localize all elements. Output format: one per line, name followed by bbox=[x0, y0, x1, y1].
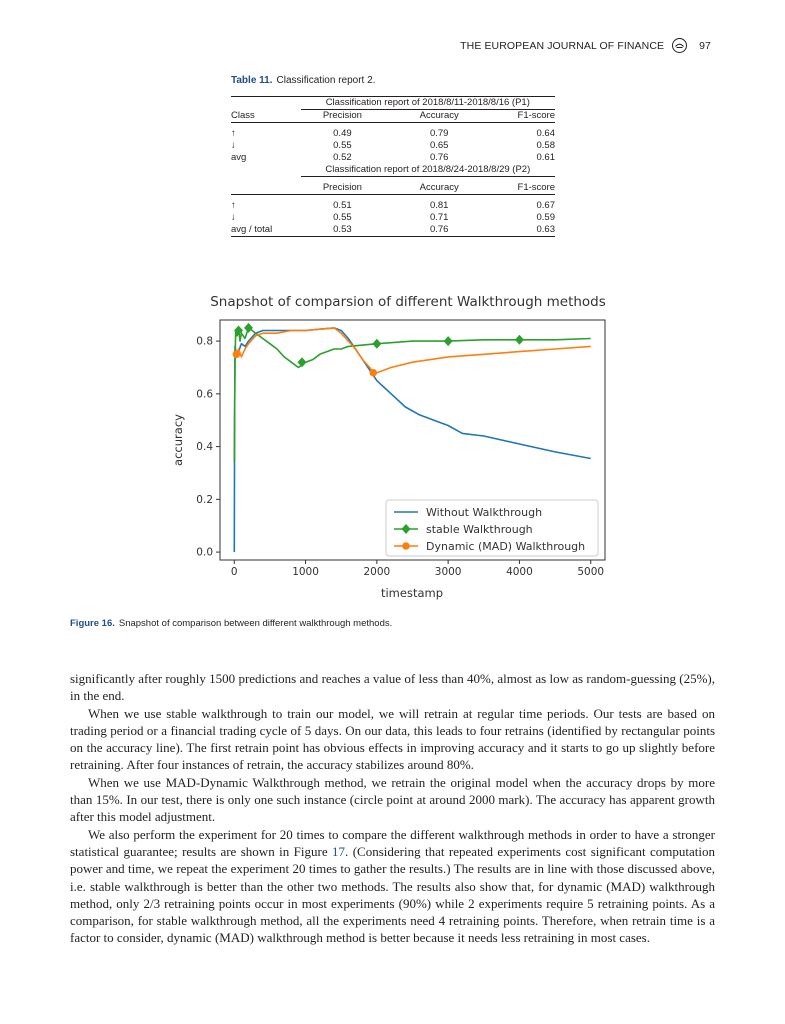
p2-title: Classification report of 2018/8/24-2018/8/29 (P2) bbox=[301, 164, 555, 177]
paragraph: significantly after roughly 1500 predictions and reaches a value of less than 40%, almost as low as random-guessing (25%), in the end. bbox=[70, 671, 715, 704]
x-tick-label: 3000 bbox=[434, 566, 462, 578]
journal-name: THE EUROPEAN JOURNAL OF FINANCE bbox=[460, 39, 665, 52]
table-cell: ↓ bbox=[231, 212, 236, 223]
figure-reference-link[interactable]: 17 bbox=[332, 843, 346, 859]
table-cell: 0.76 bbox=[429, 152, 449, 163]
column-header: F1-score bbox=[494, 182, 555, 195]
y-tick-label: 0.4 bbox=[196, 441, 213, 454]
chart-legend bbox=[386, 500, 598, 556]
x-tick-label: 2000 bbox=[363, 566, 391, 578]
table-cell: avg bbox=[231, 152, 247, 163]
paragraph-text: We also perform the experiment for 20 times to compare the different walkthrough methods in order to have a stronger statistical guarantee; results are shown in Figure bbox=[70, 826, 715, 859]
walkthrough-comparison-chart bbox=[160, 290, 630, 608]
figure-caption bbox=[70, 618, 392, 629]
paragraph: When we use stable walkthrough to train our model, we will retrain at regular time periods. Our tests are based on trading period or a financial trading cycle of 5 days. On our data, this leads to four retrains (identified by rectangular points on the accuracy line). The first retrain point has obvious effects in improving accuracy and it starts to go up slightly before retraining. After four instances of retrain, the accuracy stabilizes around 80%. bbox=[70, 705, 715, 773]
table-row bbox=[231, 128, 555, 140]
table-cell: 0.55 bbox=[333, 212, 352, 223]
table-row bbox=[231, 200, 555, 212]
page-number: 97 bbox=[699, 39, 711, 52]
column-header: Accuracy bbox=[384, 182, 494, 195]
journal-logo-icon bbox=[672, 38, 687, 53]
p1-title-row bbox=[231, 97, 555, 110]
legend-marker-circle bbox=[402, 542, 410, 550]
figure-label: Figure 16. bbox=[70, 618, 115, 629]
x-tick-label: 5000 bbox=[577, 566, 605, 578]
x-tick-label: 4000 bbox=[506, 566, 533, 578]
retrain-point-circle bbox=[233, 350, 241, 358]
table-caption bbox=[231, 75, 375, 86]
table-cell: 0.64 bbox=[536, 128, 555, 139]
p1-header-row bbox=[231, 110, 555, 123]
table-cell: 0.81 bbox=[429, 200, 449, 211]
table-row bbox=[231, 152, 555, 164]
column-header: Precision bbox=[301, 110, 385, 123]
table-row bbox=[231, 212, 555, 224]
table-cell: ↑ bbox=[231, 200, 236, 211]
body-text bbox=[70, 670, 715, 947]
y-axis-label: accuracy bbox=[171, 414, 185, 466]
table-cell: 0.49 bbox=[333, 128, 352, 139]
table-cell: 0.76 bbox=[384, 224, 494, 237]
table-cell: avg / total bbox=[231, 224, 301, 237]
legend-label: stable Walkthrough bbox=[426, 523, 533, 536]
table-cell: 0.71 bbox=[429, 212, 449, 223]
column-header: F1-score bbox=[494, 110, 555, 123]
p1-title: Classification report of 2018/8/11-2018/8/16 (P1) bbox=[301, 97, 555, 110]
table-cell: 0.53 bbox=[301, 224, 385, 237]
column-header bbox=[231, 182, 301, 195]
column-header: Accuracy bbox=[384, 110, 494, 123]
table-row bbox=[231, 140, 555, 152]
table-row bbox=[231, 224, 555, 237]
x-axis-label: timestamp bbox=[380, 586, 444, 600]
table-cell: ↓ bbox=[231, 140, 236, 151]
x-tick-label: 1000 bbox=[292, 566, 319, 578]
table-cell: 0.51 bbox=[333, 200, 352, 211]
p2-title-row bbox=[231, 164, 555, 177]
paragraph-text: . (Considering that repeated experiments cost significant computation power and time, we repeat the experiment 20 times to gather the results.) The results are in line with those discussed above, i.e. stable walkthrough is better than the other two methods. The results also show that, for dynamic (MAD) walkthrough method, only 2/3 retraining points occur in most experiments (90%) while 2 experiments require 5 retraining points. As a comparison, for stable walkthrough method, all the experiments need 4 retraining points. Therefore, when retrain time is a factor to consider, dynamic (MAD) walkthrough method is better because it needs less retraining in most cases. bbox=[70, 843, 715, 946]
table-title: Classification report 2. bbox=[276, 75, 376, 86]
paragraph bbox=[70, 826, 715, 947]
running-head bbox=[460, 38, 711, 53]
column-header: Precision bbox=[301, 182, 385, 195]
table-cell: ↑ bbox=[231, 128, 236, 139]
y-tick-label: 0.2 bbox=[196, 493, 213, 506]
retrain-point-circle bbox=[369, 369, 377, 377]
figure-caption-text: Snapshot of comparison between different walkthrough methods. bbox=[118, 618, 393, 629]
y-tick-label: 0.0 bbox=[196, 546, 213, 559]
table-cell: 0.55 bbox=[333, 140, 352, 151]
table-cell: 0.79 bbox=[429, 128, 449, 139]
y-tick-label: 0.6 bbox=[196, 388, 213, 401]
classification-report-table bbox=[231, 96, 555, 237]
table-cell: 0.59 bbox=[536, 212, 555, 223]
chart-title: Snapshot of comparsion of different Walkthrough methods bbox=[210, 294, 606, 310]
y-tick-label: 0.8 bbox=[196, 335, 213, 348]
x-tick-label: 0 bbox=[230, 566, 238, 578]
p2-header-row bbox=[231, 182, 555, 195]
table-cell: 0.61 bbox=[536, 152, 555, 163]
table-label: Table 11. bbox=[231, 75, 273, 86]
column-header: Class bbox=[231, 110, 301, 123]
table-cell: 0.65 bbox=[429, 140, 449, 151]
table-cell: 0.63 bbox=[494, 224, 555, 237]
legend-label: Dynamic (MAD) Walkthrough bbox=[426, 540, 586, 553]
legend-label: Without Walkthrough bbox=[426, 506, 543, 519]
table-cell: 0.52 bbox=[333, 152, 352, 163]
table-cell: 0.67 bbox=[536, 200, 555, 211]
paragraph: When we use MAD-Dynamic Walkthrough method, we retrain the original model when the accuracy drops by more than 15%. In our test, there is only one such instance (circle point at around 2000 mark). The accuracy has apparent growth after this model adjustment. bbox=[70, 774, 715, 825]
table-cell: 0.58 bbox=[536, 140, 555, 151]
